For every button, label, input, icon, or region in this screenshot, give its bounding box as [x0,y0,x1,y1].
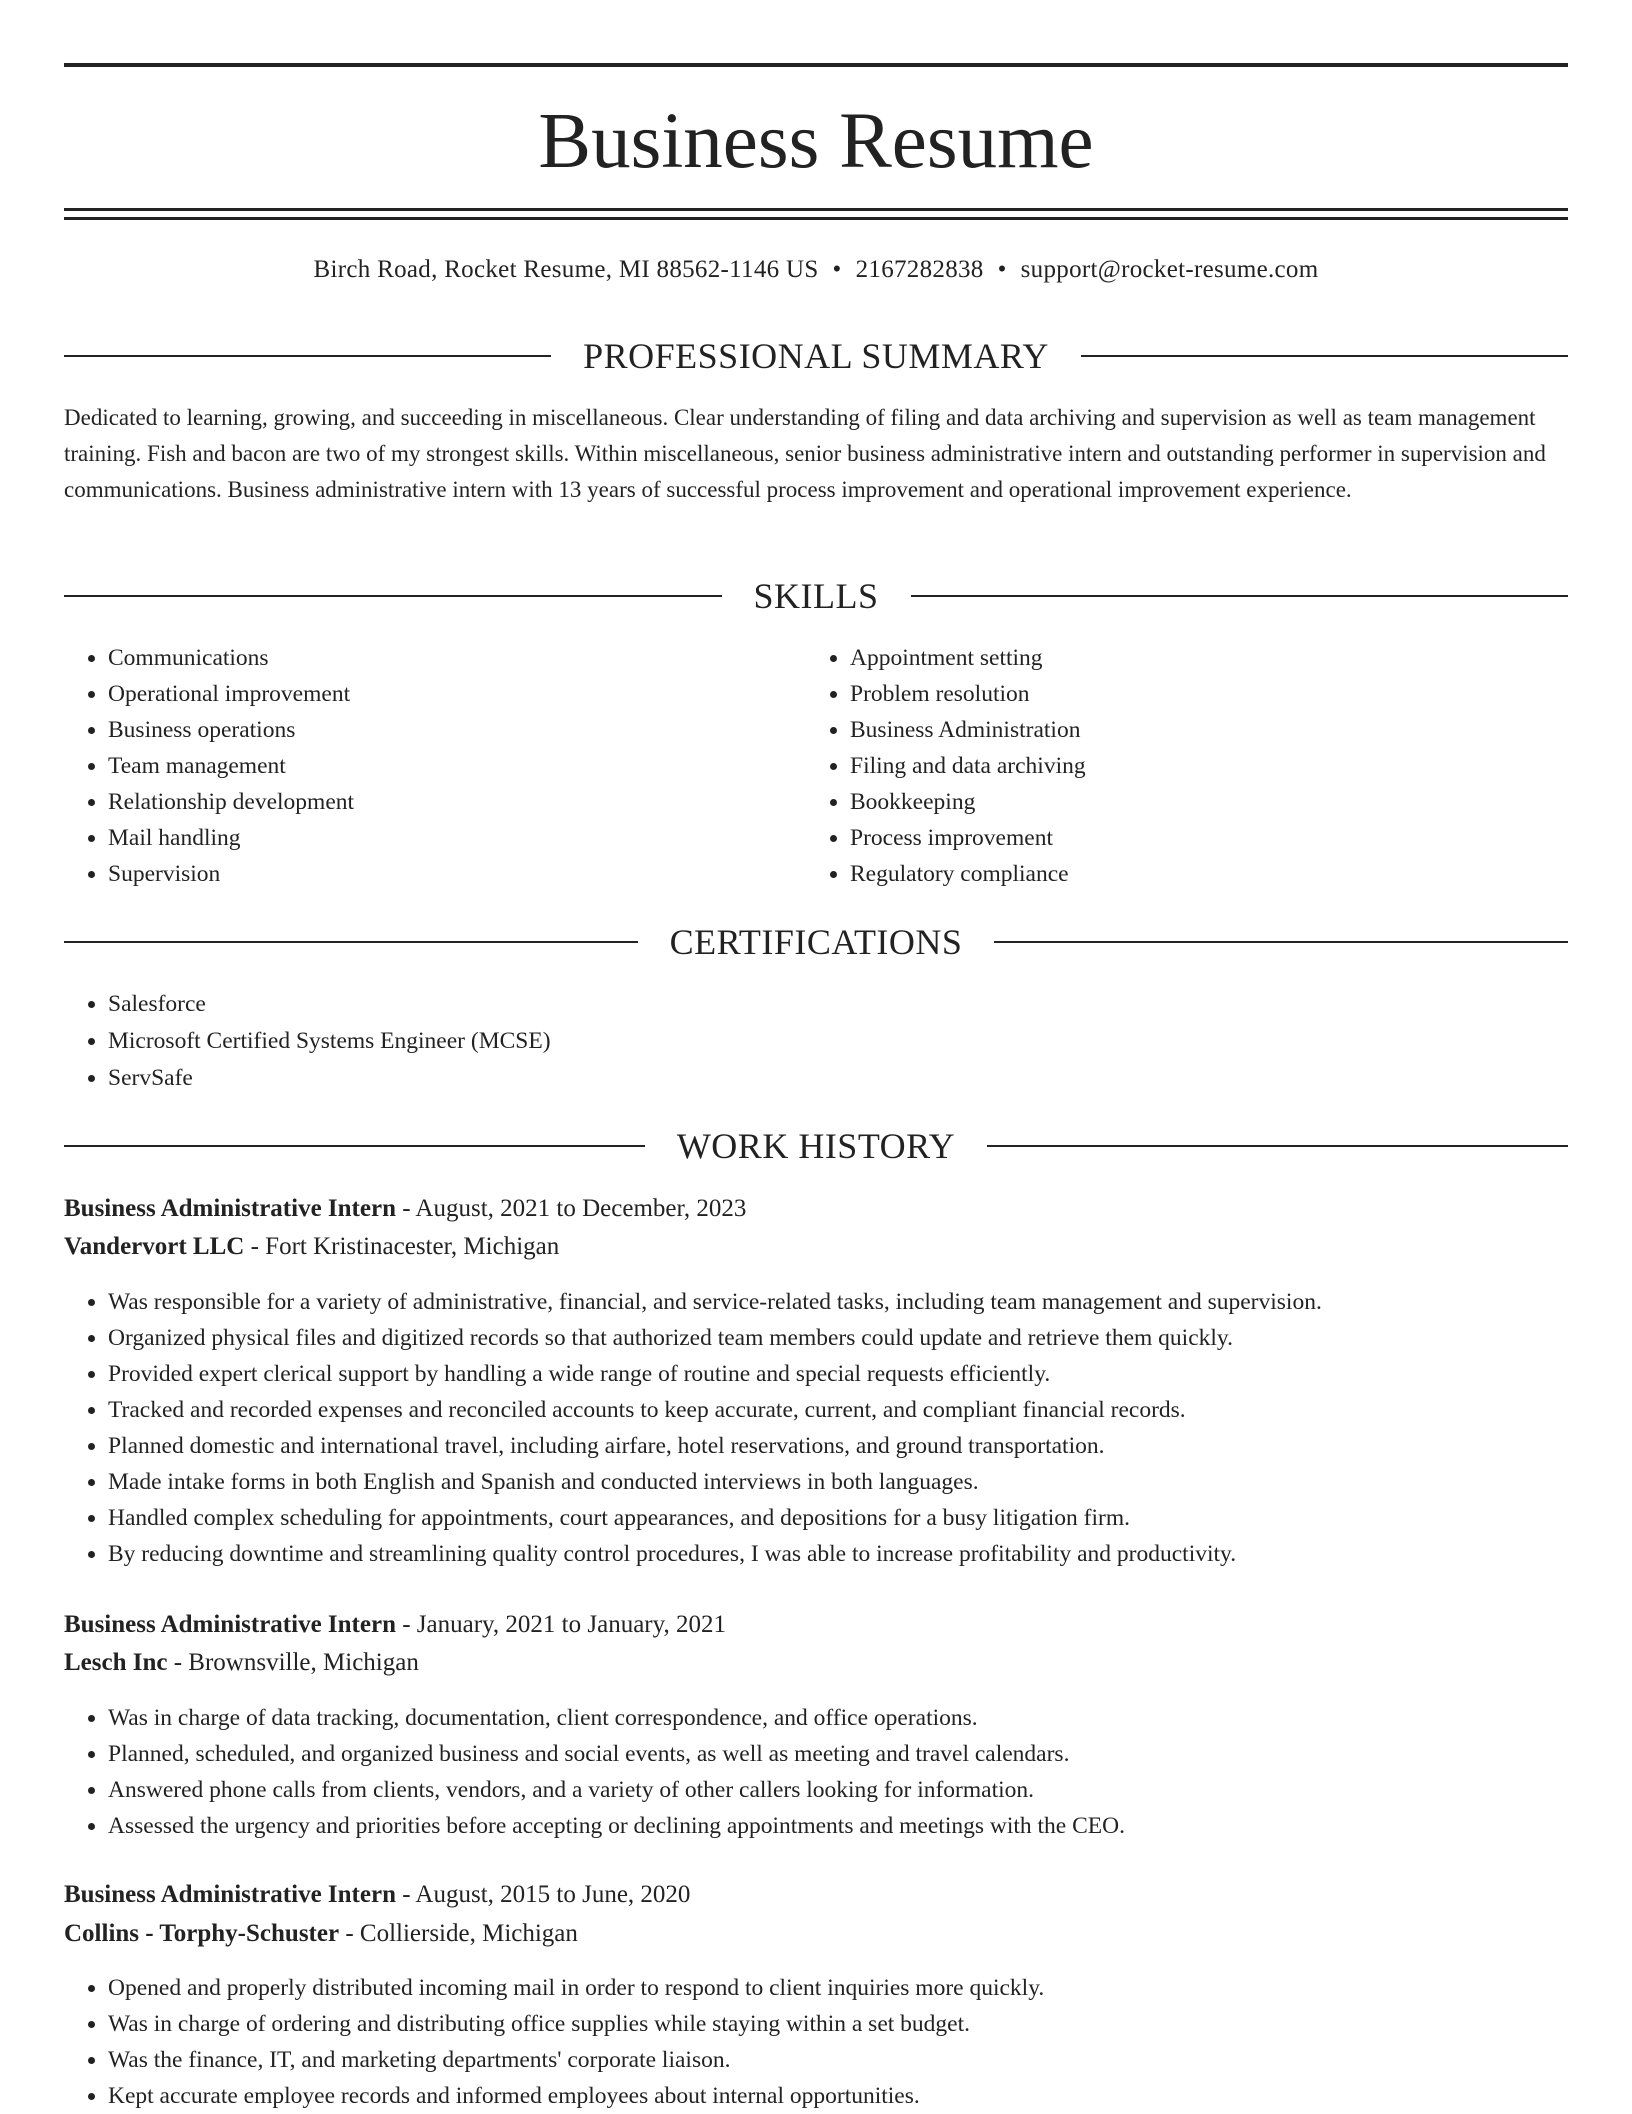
job-bullet: • Organized physical files and digitized records so that authorized team members could update and retrieve them quickly. [108,1320,1568,1356]
skill-item: • Team management [108,748,808,784]
heading-rule-left [64,355,551,357]
job-dates: - January, 2021 to January, 2021 [395,1611,727,1638]
job-company-line [64,1916,578,1952]
section-heading-work-history [64,1124,1568,1168]
skill-item: • Bookkeeping [850,784,1550,820]
top-rule [64,63,1568,67]
skill-item: • Operational improvement [108,676,808,712]
skill-item: • Appointment setting [850,640,1550,676]
skills-list-right [806,640,1550,892]
company-location: - Fort Kristinacester, Michigan [244,1233,560,1260]
phone-text: 2167282838 [855,256,984,283]
heading-rule-right [994,941,1568,943]
heading-rule-left [64,595,722,597]
section-heading-certifications [64,920,1568,964]
skill-item: • Regulatory compliance [850,856,1550,892]
heading-rule-left [64,1145,645,1147]
job-title-line [64,1607,726,1643]
heading-rule-right [1081,355,1568,357]
section-title-certifications: CERTIFICATIONS [669,922,963,962]
skill-item: • Process improvement [850,820,1550,856]
certification-item: • Salesforce [108,986,1568,1023]
job-bullet: • Was in charge of data tracking, documentation, client correspondence, and office operations. [108,1700,1568,1736]
job-bullet: • Provided expert clerical support by handling a wide range of routine and special requests efficiently. [108,1356,1568,1392]
skills-list-left [64,640,808,892]
section-title-work-history: WORK HISTORY [676,1126,956,1166]
skill-item: • Business operations [108,712,808,748]
skill-item: • Problem resolution [850,676,1550,712]
job-dates: - August, 2021 to December, 2023 [395,1195,747,1222]
job-bullet: • Assessed the urgency and priorities before accepting or declining appointments and meetings with the CEO. [108,1808,1568,1844]
job-bullet: • Planned domestic and international travel, including airfare, hotel reservations, and ground transportation. [108,1428,1568,1464]
job-bullet: • Planned, scheduled, and organized business and social events, as well as meeting and travel calendars. [108,1736,1568,1772]
resume-title: Business Resume [538,98,1094,185]
job-title-line [64,1877,690,1913]
certifications-list [64,986,1568,1097]
job-title: Business Administrative Intern [64,1195,396,1222]
heading-rule-left [64,941,638,943]
section-title-summary: PROFESSIONAL SUMMARY [583,336,1049,376]
summary-paragraph: Dedicated to learning, growing, and succeeding in miscellaneous. Clear understanding of filing and data archiving and supervision as well as team management training. Fish and bacon are two of my strongest skills. Within miscellaneous, senior business administrative intern and outstanding performer in supervision and communications. Business administrative intern with 13 years of successful process improvement and operational improvement experience. [64,405,1546,502]
certification-item: • ServSafe [108,1060,1568,1097]
job-bullet: • Opened and properly distributed incoming mail in order to respond to client inquiries more quickly. [108,1970,1568,2006]
contact-separator: • [997,256,1007,283]
section-heading-skills [64,574,1568,618]
job-bullet: • Handled complex scheduling for appointments, court appearances, and depositions for a busy litigation firm. [108,1500,1568,1536]
company-name: Vandervort LLC [64,1233,245,1260]
skill-item: • Mail handling [108,820,808,856]
skill-item: • Relationship development [108,784,808,820]
job-bullets [64,1970,1568,2114]
skill-item: • Supervision [108,856,808,892]
address-text: Birch Road, Rocket Resume, MI 88562-1146 US [313,256,819,283]
job-dates: - August, 2015 to June, 2020 [395,1881,691,1908]
certification-item: • Microsoft Certified Systems Engineer (MCSE) [108,1023,1568,1060]
heading-rule-right [987,1145,1568,1147]
job-bullet: • Was in charge of ordering and distributing office supplies while staying within a set budget. [108,2006,1568,2042]
skill-item: • Filing and data archiving [850,748,1550,784]
job-company-line [64,1645,419,1681]
company-name: Collins - Torphy-Schuster [64,1920,340,1947]
job-bullets [64,1284,1568,1572]
company-name: Lesch Inc [64,1649,168,1676]
skill-item: • Business Administration [850,712,1550,748]
job-bullets [64,1700,1568,1844]
job-title: Business Administrative Intern [64,1881,396,1908]
heading-rule-right [911,595,1569,597]
skill-item: • Communications [108,640,808,676]
section-heading-summary [64,334,1568,378]
contact-separator: • [832,256,842,283]
title-double-rule [64,208,1568,220]
job-bullet: • By reducing downtime and streamlining quality control procedures, I was able to increase profitability and productivity. [108,1536,1568,1572]
job-bullet: • Kept accurate employee records and informed employees about internal opportunities. [108,2078,1568,2114]
section-title-skills: SKILLS [753,576,879,616]
company-location: - Brownsville, Michigan [167,1649,419,1676]
job-company-line [64,1229,559,1265]
job-title: Business Administrative Intern [64,1611,396,1638]
job-bullet: • Made intake forms in both English and Spanish and conducted interviews in both languages. [108,1464,1568,1500]
job-bullet: • Answered phone calls from clients, vendors, and a variety of other callers looking for information. [108,1772,1568,1808]
company-location: - Collierside, Michigan [339,1920,578,1947]
job-bullet: • Tracked and recorded expenses and reconciled accounts to keep accurate, current, and compliant financial records. [108,1392,1568,1428]
job-bullet: • Was responsible for a variety of administrative, financial, and service-related tasks, including team management and supervision. [108,1284,1568,1320]
job-title-line [64,1191,746,1227]
job-bullet: • Was the finance, IT, and marketing departments' corporate liaison. [108,2042,1568,2078]
email-text: support@rocket-resume.com [1020,256,1319,283]
contact-line [64,252,1568,288]
